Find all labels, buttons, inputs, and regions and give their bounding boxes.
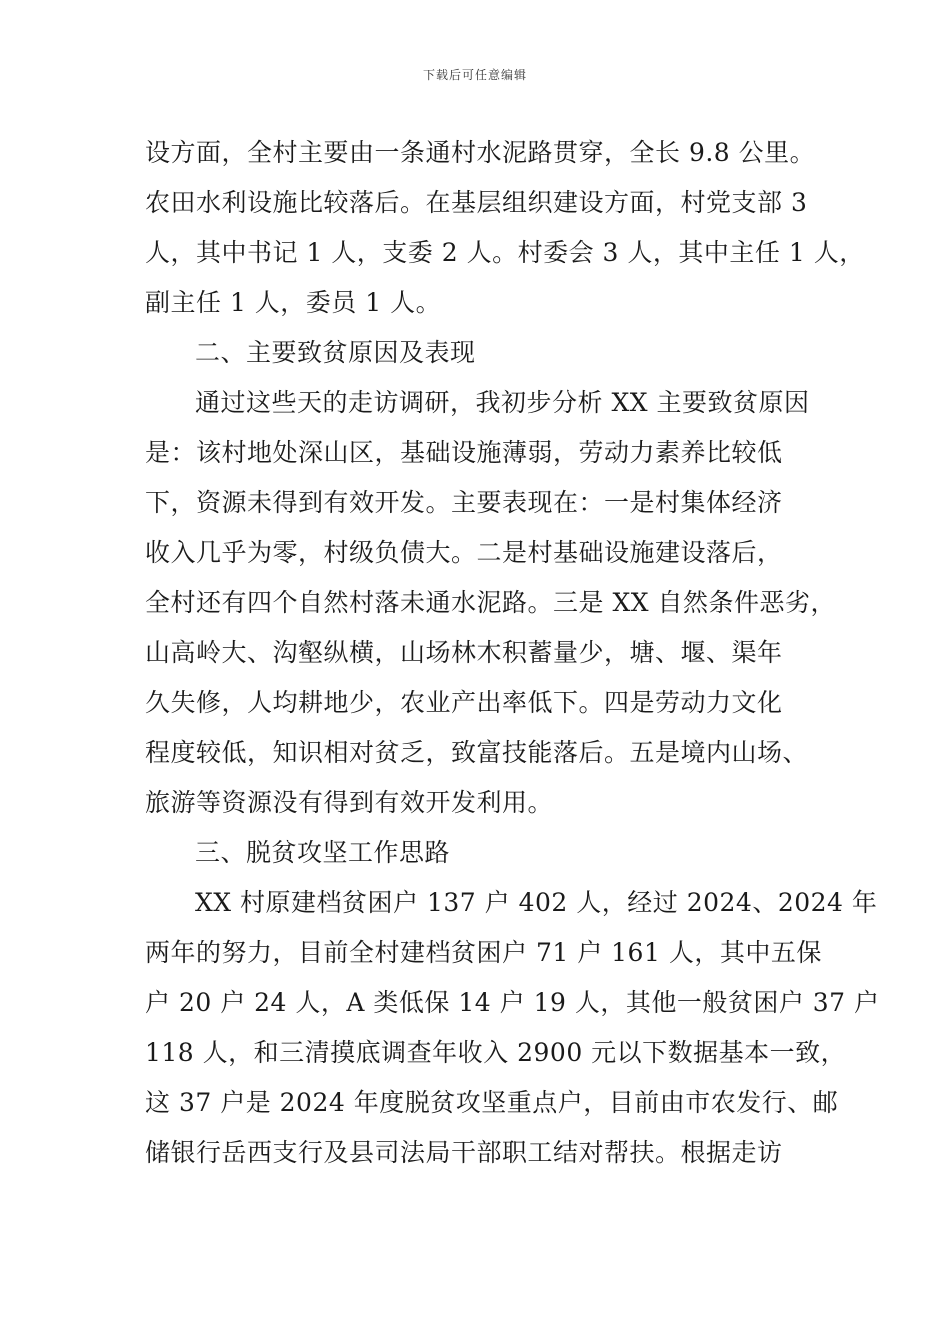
document-body — [145, 128, 880, 1178]
text-line: 旅游等资源没有得到有效开发利用。 — [145, 788, 554, 817]
section-heading: 三、脱贫攻坚工作思路 — [195, 838, 451, 867]
text-line: 副主任 1 人，委员 1 人。 — [145, 288, 442, 317]
text-line: 两年的努力，目前全村建档贫困户 71 户 161 人，其中五保 — [145, 938, 822, 967]
page-header-note: 下载后可任意编辑 — [422, 68, 527, 82]
text-line: 储银行岳西支行及县司法局干部职工结对帮扶。根据走访 — [145, 1138, 783, 1167]
text-line: 户 20 户 24 人，A 类低保 14 户 19 人，其他一般贫困户 37 户 — [145, 988, 880, 1017]
text-line: 这 37 户是 2024 年度脱贫攻坚重点户，目前由市农发行、邮 — [145, 1088, 839, 1117]
section-heading: 二、主要致贫原因及表现 — [195, 338, 476, 367]
text-line: 山高岭大、沟壑纵横，山场林木积蓄量少，塘、堰、渠年 — [145, 638, 783, 667]
text-line: 设方面，全村主要由一条通村水泥路贯穿，全长 9.8 公里。 — [145, 138, 816, 167]
text-line: 人，其中书记 1 人，支委 2 人。村委会 3 人，其中主任 1 人， — [145, 238, 865, 267]
text-line: 程度较低，知识相对贫乏，致富技能落后。五是境内山场、 — [145, 738, 809, 767]
text-line: 收入几乎为零，村级负债大。二是村基础设施建设落后， — [145, 538, 783, 567]
text-line: 下，资源未得到有效开发。主要表现在：一是村集体经济 — [145, 488, 783, 517]
text-line: XX 村原建档贫困户 137 户 402 人，经过 2024、2024 年 — [195, 888, 878, 917]
text-line: 农田水利设施比较落后。在基层组织建设方面，村党支部 3 — [145, 188, 808, 217]
text-line: 是：该村地处深山区，基础设施薄弱，劳动力素养比较低 — [145, 438, 783, 467]
text-line: 久失修，人均耕地少，农业产出率低下。四是劳动力文化 — [145, 688, 783, 717]
text-line: 118 人，和三清摸底调查年收入 2900 元以下数据基本一致， — [145, 1038, 847, 1067]
text-line: 通过这些天的走访调研，我初步分析 XX 主要致贫原因 — [195, 388, 810, 417]
text-line: 全村还有四个自然村落未通水泥路。三是 XX 自然条件恶劣， — [145, 588, 836, 617]
